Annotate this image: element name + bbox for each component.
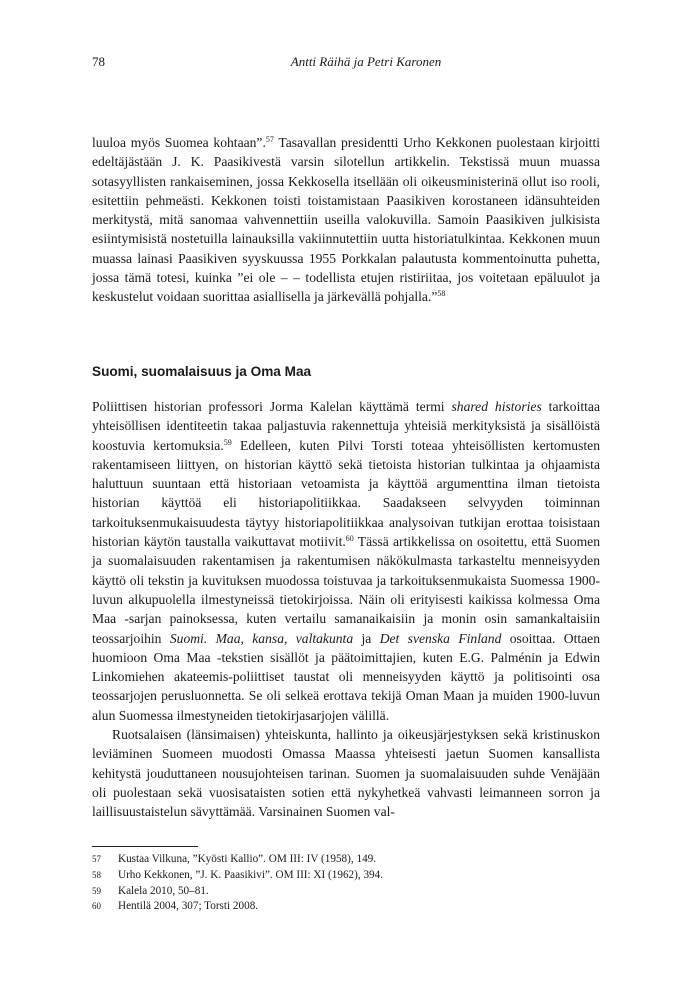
footnote [92, 899, 600, 915]
body-paragraph [92, 133, 600, 307]
page-number: 78 [92, 54, 105, 69]
emphasis-term: shared histories [451, 399, 542, 414]
body-paragraph: Ruotsalaisen (länsimaisen) yhteiskunta, hallinto ja oikeusjärjestyksen sekä kristinuskon leviäminen Suomeen muodosti Omassa Maassa yhteisesti jaetun Suomen kansallista kehitystä jouduttaneen nousujohteisen tarinan. Suomen ja suomalaisuuden suhde Venäjään oli puolestaan sekä vuosisataisten sotien että nykyhetkeä vahvasti leimanneen sorron ja laillisuustaistelun sävyttämää. Varsinainen Suomen val- [92, 727, 600, 820]
footnote-ref[interactable]: 60 [345, 534, 354, 544]
text-run: Tässä artikkelissa on osoitettu, että Suomen ja suomalaisuuden rakentamisen ja rakentumisen näkökulmasta tarkasteltu menneisyyden käyttö oli tekstin ja kuvituksen muodossa toistuvaa ja tarkoituksenmukaista Suomessa 1900-luvun alkupuolella ilmestyneissä tietokirjoissa. Näin oli erityisesti kaikissa kolmessa Oma Maa -sarjan painoksessa, kuten vertailu samanaikaisiin ja monin osin samankaltaisiin teossarjoihin [92, 534, 600, 646]
text-run: tarkoittaa yhteisöllisen identiteetin takaa paljastuvia rakennettuja yhteisiä merkityksistä ja sisällöistä koostuvia kertomuksia. [92, 399, 600, 453]
text-run: Poliittisen historian professori Jorma Kalelan käyttämä termi [92, 399, 452, 414]
emphasis-title: Suomi. Maa, kansa, valtakunta [169, 630, 354, 646]
text-run: Tasavallan presidentti Urho Kekkonen puolestaan kirjoitti edeltäjästään J. K. Paasikivestä varsin silotellun artikkelin. Tekstissä muun muassa sotasyyllisten rankaiseminen, jossa Kekkosella itsellään oli oikeusministerinä ollut iso rooli, esitettiin pehmeästi. Kekkonen toisti toistamistaan Paasikiven korostaneen idänsuhteiden merkitystä, mitä sanomaa vahvennettiin useilla valokuvilla. Samoin Paasikiven julkisista esiintymisistä nostetuilla lainauksilla vakiinnutettiin uutta historiatulkintaa. Kekkonen muun muassa lainasi Paasikiven syyskuussa 1955 Porkkalan palautusta kommentoinutta puhetta, jossa tämä totesi, kuinka ”ei ole – – todellista etujen ristiriitaa, jos voitetaan epäluulot ja keskustelut voidaan suorittaa asiallisella ja järkevällä pohjalla.” [92, 135, 601, 305]
footnote-divider [92, 846, 198, 847]
footnote-number: 58 [92, 869, 101, 880]
footnote-text: Kalela 2010, 50–81. [118, 884, 209, 897]
page-header [92, 54, 600, 72]
text-run: Edelleen, kuten Pilvi Torsti toteaa yhteisöllisten kertomusten rakentamiseen liittyen, on historian käyttö sekä tietoista historian tulkintaa ja ohjaamista haluttuun suuntaan että historiaan vetoamista ja käyttöä argumenttina ilman tietoista historian käyttöä eli historiapolitiikkaa. Saadakseen selvyyden toiminnan tarkoituksenmukaisuudesta täytyy historiapolitiikkaa analysoivan tutkijan erottaa toisistaan historian käytön taustalla vaikuttavat motiivit. [92, 437, 600, 550]
footnote-ref[interactable]: 59 [223, 437, 232, 447]
section-body [92, 397, 600, 822]
footnote-text: Hentilä 2004, 307; Torsti 2008. [118, 900, 259, 913]
section-heading: Suomi, suomalaisuus ja Oma Maa [92, 364, 312, 379]
footnotes [92, 852, 600, 915]
footnote-number: 57 [92, 854, 101, 864]
footnote-text: Kustaa Vilkuna, ”Kyösti Kallio”. OM III: IV (1958), 149. [118, 853, 377, 865]
footnote-number: 60 [92, 901, 101, 912]
footnote [92, 884, 600, 900]
text-run: osoittaa. Ottaen huomioon Oma Maa -tekstien sisällöt ja päätoimittajien, kuten E.G. Palménin ja Edwin Linkomiehen akateemis-poliittiset taustat oli menneisyyden käyttö ja politisointi osa teossarjojen perusluonnetta. Se oli selkeä erottava tekijä Oman Maan ja muiden 1900-luvun alun Suomessa ilmestyneiden tietokirjasarjojen välillä. [92, 630, 601, 723]
text-run: luuloa myös Suomea kohtaan”. [92, 135, 266, 150]
footnote [92, 868, 600, 884]
footnote-text: Urho Kekkonen, ”J. K. Paasikivi”. OM III: XI (1962), 394. [118, 868, 384, 881]
body-paragraph [92, 397, 600, 725]
footnote [92, 852, 600, 868]
running-head: Antti Räihä ja Petri Karonen [290, 54, 442, 69]
text-run: ja [353, 630, 380, 646]
footnote-ref[interactable]: 58 [437, 289, 446, 299]
opening-paragraph-block [92, 133, 600, 307]
footnote-number: 59 [92, 885, 101, 896]
footnote-ref[interactable]: 57 [265, 135, 274, 144]
emphasis-title: Det svenska Finland [379, 630, 502, 646]
